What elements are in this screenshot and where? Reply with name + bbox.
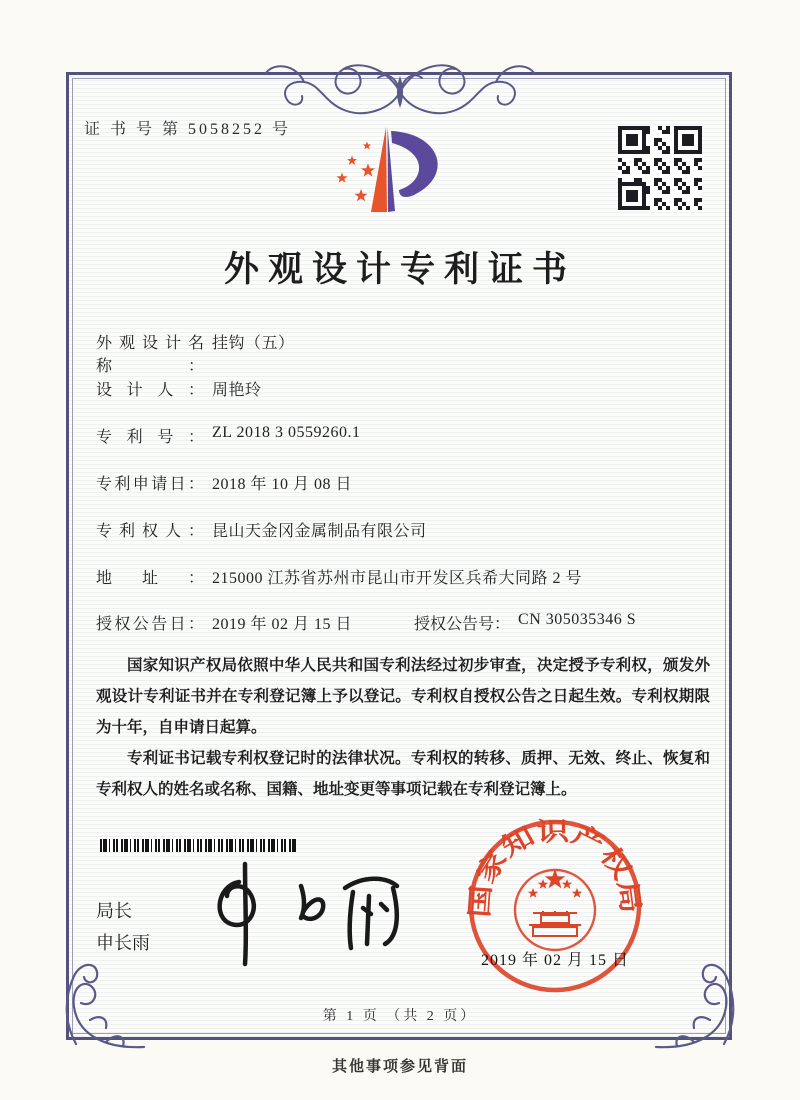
field-value: 挂钩（五） [212, 335, 295, 352]
paragraph-grant-statement: 国家知识产权局依照中华人民共和国专利法经过初步审查，决定授予专利权，颁发外观设计专利证书并在专利登记簿上予以登记。专利权自授权公告之日起生效。专利权期限为十年，自申请日起算。 [96, 657, 710, 736]
logo-stars [337, 142, 376, 202]
seal-emblem-stars [528, 869, 582, 898]
page-number: 第 1 页 （共 2 页） [322, 1009, 478, 1024]
field-patent-number [96, 424, 712, 471]
field-label: 授权公告号： [414, 616, 511, 633]
field-label: 专利申请日： [96, 476, 204, 493]
field-value: 2019 年 02 月 15 日 [212, 616, 353, 633]
grant-announcement-row [96, 611, 712, 634]
red-official-seal [463, 816, 647, 1000]
field-value: 昆山天金冈金属制品有限公司 [212, 523, 427, 540]
field-label: 专利号： [96, 429, 204, 446]
legal-paragraphs [96, 650, 710, 805]
field-value: CN 305035346 S [518, 611, 637, 628]
field-label: 设计人： [96, 382, 204, 399]
field-list [96, 330, 712, 612]
handwritten-signature [205, 852, 415, 967]
field-value: ZL 2018 3 0559260.1 [212, 424, 361, 441]
field-designer [96, 377, 712, 424]
director-name: 申长雨 [96, 933, 150, 953]
field-label: 授权公告日： [96, 616, 204, 633]
field-value: 周艳玲 [212, 382, 262, 399]
qr-code [618, 126, 702, 210]
certificate-number: 证 书 号 第 5058252 号 [84, 121, 292, 138]
barcode [100, 839, 296, 852]
field-filing-date [96, 471, 712, 518]
field-label: 外观设计名称： [96, 335, 204, 375]
grant-date [96, 611, 352, 634]
paragraph-register-statement: 专利证书记载专利权登记时的法律状况。专利权的转移、质押、无效、终止、恢复和专利权人的姓名或名称、国籍、地址变更等事项记载在专利登记簿上。 [96, 750, 710, 798]
seal-emblem-gate [529, 911, 581, 936]
grant-number [414, 611, 636, 634]
director-title: 局长 [96, 901, 132, 921]
field-label: 地址： [96, 570, 204, 587]
certificate-title: 外观设计专利证书 [223, 250, 576, 289]
seal-date: 2019 年 02 月 15 日 [480, 952, 629, 969]
svg-text:国家知识产权局 [465, 817, 645, 918]
field-patentee [96, 518, 712, 565]
back-side-note: 其他事项参见背面 [331, 1059, 468, 1075]
field-value: 2018 年 10 月 08 日 [212, 476, 353, 493]
field-design-name [96, 330, 712, 377]
field-label: 专利权人： [96, 523, 204, 540]
cnipa-logo-icon [325, 115, 465, 227]
field-address [96, 565, 712, 612]
seal-text: 国家知识产权局 [465, 817, 645, 919]
field-value: 215000 江苏省苏州市昆山市开发区兵希大同路 2 号 [212, 570, 583, 587]
